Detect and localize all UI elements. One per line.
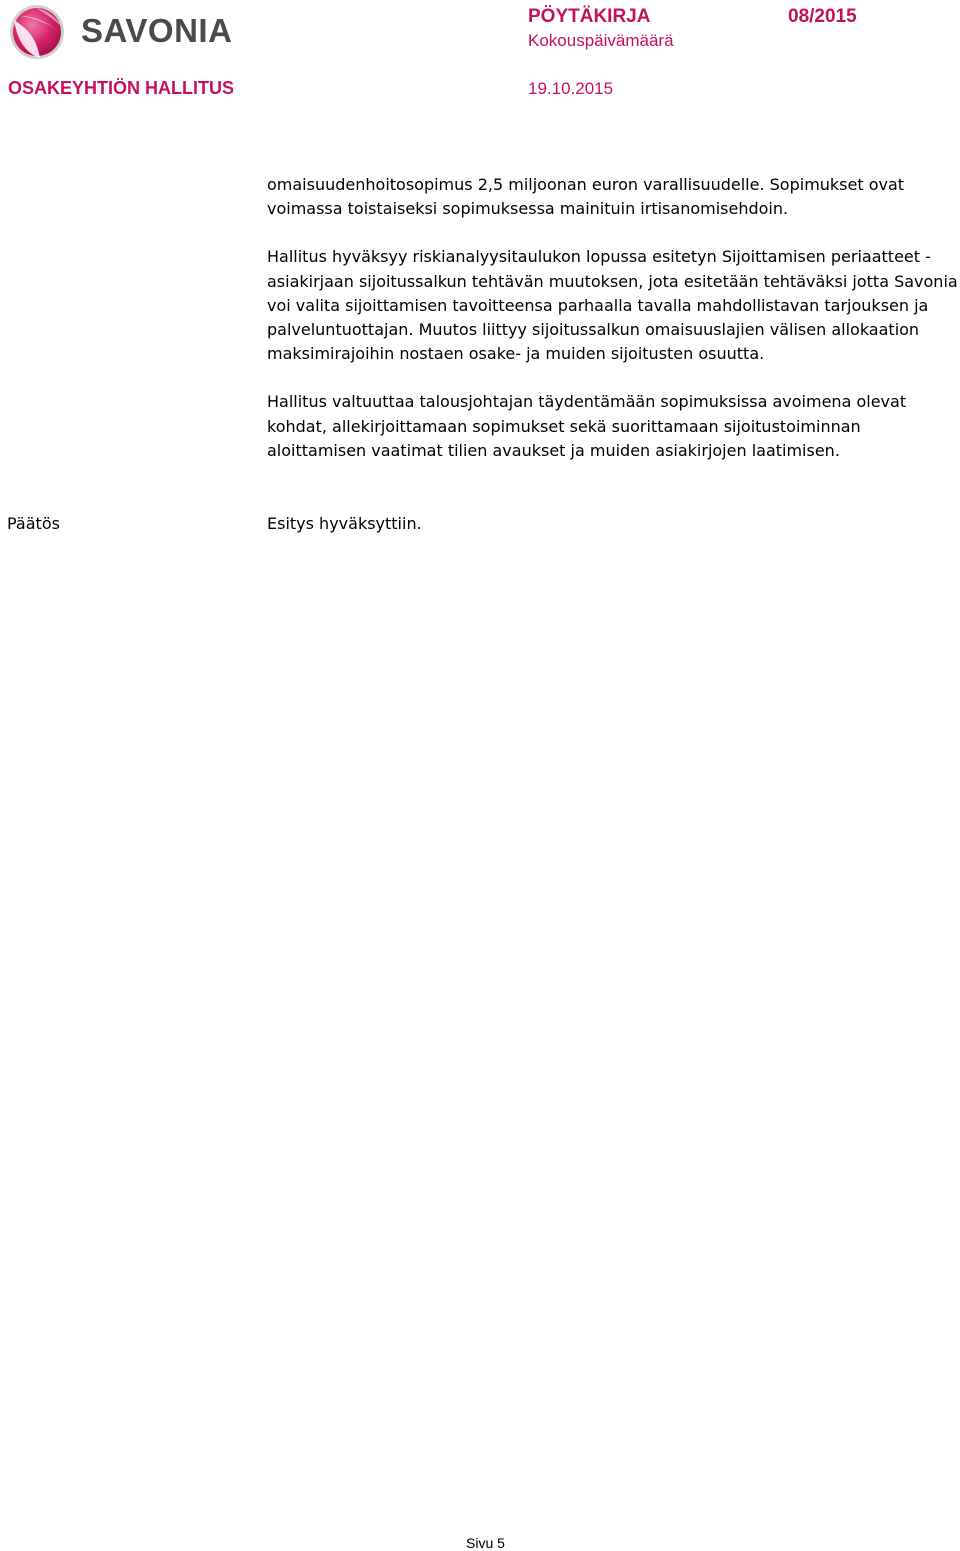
decision-label: Päätös bbox=[7, 514, 60, 533]
paragraph-agreements: omaisuudenhoitosopimus 2,5 miljoonan euron varallisuudelle. Sopimukset ovat voimassa toistaiseksi sopimuksessa mainituin irtisanomisehdoin. bbox=[267, 175, 905, 219]
page-number: Sivu 5 bbox=[466, 1535, 505, 1551]
document-type: PÖYTÄKIRJA bbox=[528, 6, 651, 27]
paragraph-investment-principles: Hallitus hyväksyy riskianalyysitaulukon lopussa esitetyn Sijoittamisen periaatteet -asiakirjaan sijoitussalkun tehtävän muutoksen, jota esitetään tehtäväksi jotta Savonia voi valita sijoittamisen tavoitteensa parhaalla tavalla mahdollistavan tarjouksen ja palveluntuottajan. Muutos liittyy sijoitussalkun omaisuuslajien välisen allokaation maksimirajoihin nostaen osake- ja muiden sijoitusten osuutta. bbox=[267, 247, 958, 364]
decision-text: Esitys hyväksyttiin. bbox=[267, 514, 422, 533]
savonia-logo bbox=[6, 2, 233, 62]
meeting-date: 19.10.2015 bbox=[528, 79, 614, 98]
organization-name: OSAKEYHTIÖN HALLITUS bbox=[8, 78, 235, 98]
minutes-body bbox=[267, 173, 960, 487]
paragraph-authorization: Hallitus valtuuttaa talousjohtajan täydentämään sopimuksissa avoimena olevat kohdat, allekirjoittamaan sopimukset sekä suorittamaan sijoitustoiminnan aloittamisen vaatimat tilien avaukset ja muiden asiakirjojen laatimisen. bbox=[267, 392, 907, 460]
savonia-logo-icon bbox=[6, 2, 68, 62]
document-number: 08/2015 bbox=[788, 6, 857, 27]
brand-name: SAVONIA bbox=[81, 12, 233, 49]
meeting-date-label: Kokouspäivämäärä bbox=[528, 31, 674, 50]
